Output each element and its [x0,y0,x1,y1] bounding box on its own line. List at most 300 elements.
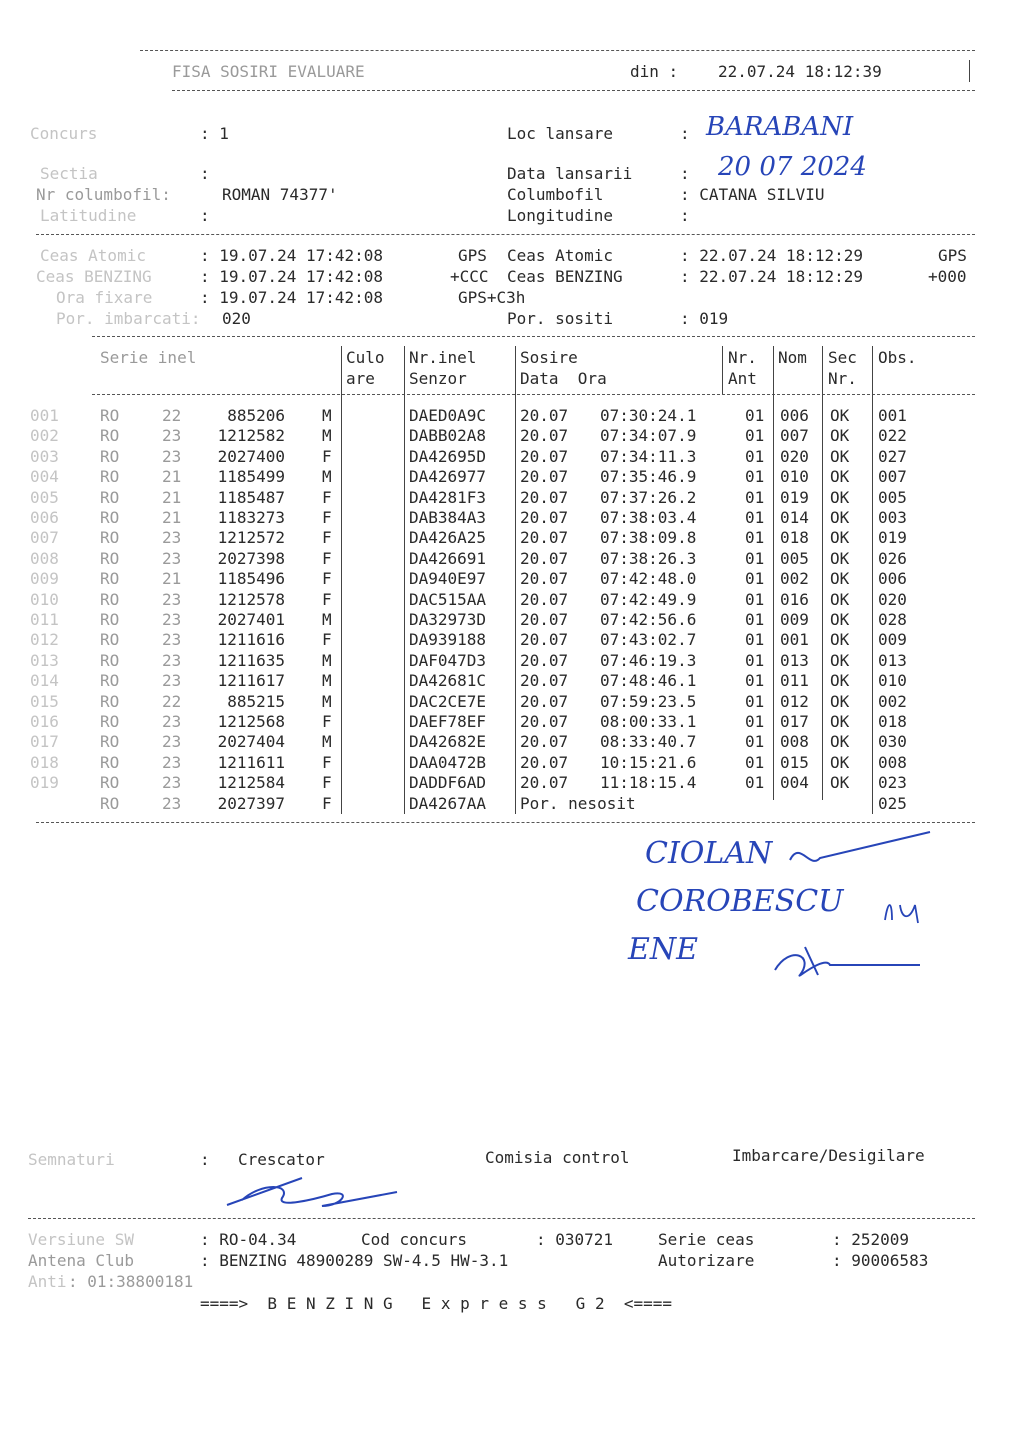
footer-anti-label: Anti [28,1272,67,1291]
footer-dashed-line [28,1218,975,1219]
cell-obs: 002 [878,691,907,711]
col-sep-obs [872,346,873,814]
cell-obs: 009 [878,630,907,650]
semnaturi-label: Semnaturi [28,1150,115,1169]
cell-sex: F [322,508,332,527]
cell-nom: 015 [780,752,809,772]
cell-inel: 2027401 [217,610,285,629]
cell-sex: F [322,712,332,731]
cell-senzor: DA4267AA [409,793,487,813]
clock-left-suffix-1: +CCC [450,267,489,286]
cell-sex: F [322,773,332,793]
handwritten-name-2: COROBESCU [636,884,844,919]
cell-tara: RO [100,406,120,425]
cell-senzor: DA42695D [409,446,487,466]
signature-mark-2 [880,895,930,925]
cell-inel: 1212572 [217,528,285,548]
cell-ant: 01 [745,650,765,670]
col-header-sosire-1: Sosire [520,348,578,367]
cell-data: 20.07 [520,630,569,650]
cell-inel: 2027400 [217,446,285,466]
info-label-loc-lansare: Loc lansare [507,124,613,143]
cell-an: 23 [162,446,182,466]
clock-left-value-3: 020 [222,309,251,328]
cell-senzor: DA42682E [409,732,487,752]
table-end-dashed-line [36,822,975,823]
info-value-sectia: : [200,164,210,183]
cell-obs: 030 [878,732,907,752]
cell-obs: 006 [878,569,907,589]
cell-nr: 015 [30,691,59,711]
col-header-culoare-2: are [346,369,375,388]
cell-data: 20.07 [520,773,569,793]
cell-ant: 01 [745,446,765,466]
semnaturi-crescator: Crescator [238,1150,325,1169]
cell-nr: 004 [30,467,59,487]
cell-sec: OK [830,406,850,425]
cell-nr: 017 [30,732,59,752]
footer-cod-label: Cod concurs [361,1230,467,1249]
cell-data: 20.07 [520,610,569,629]
cell-data: 20.07 [520,528,569,548]
cell-an: 21 [162,569,182,589]
cell-obs: 028 [878,610,907,629]
cell-an: 23 [162,610,182,629]
cell-an: 23 [162,528,182,548]
cell-an: 23 [162,773,182,793]
cell-tara: RO [100,426,120,446]
cell-sex: F [322,752,332,772]
clock-left-value-2: : 19.07.24 17:42:08 [200,288,384,307]
cell-nom: 004 [780,773,809,793]
cell-sex: F [322,569,332,589]
col-header-culoare-1: Culo [346,348,385,367]
cell-sec: OK [830,467,850,487]
cell-nom: 005 [780,548,809,568]
cell-sex: M [322,467,332,487]
cell-nom: 010 [780,467,809,487]
cell-tara: RO [100,732,120,752]
cell-inel: 2027404 [217,732,285,752]
cell-ora: 07:46:19.3 [600,650,697,670]
info-value-latitudine: : [200,206,210,225]
cell-nom: 001 [780,630,809,650]
cell-ant: 01 [745,508,765,527]
cell-sec: OK [830,773,850,793]
cell-ant: 01 [745,630,765,650]
cell-ant: 01 [745,548,765,568]
info-dashed-line [36,234,975,235]
cell-sex: F [322,548,332,568]
cell-data: 20.07 [520,752,569,772]
footer-antena-label: Antena Club [28,1251,134,1270]
col-header-sec-1: Sec [828,348,857,367]
cell-an: 23 [162,630,182,650]
cell-ant: 01 [745,487,765,507]
footer-serie-value: : 252009 [832,1230,910,1249]
clock-right-value-0: : 22.07.24 18:12:29 [680,246,864,265]
info-label-columbofil-nr: Nr columbofil: [36,185,171,204]
cell-ora: 08:33:40.7 [600,732,697,752]
cell-an: 22 [162,406,182,425]
col-header-nom: Nom [778,348,807,367]
clock-right-suffix-1: +000 [928,267,967,286]
cell-an: 23 [162,712,182,731]
cell-an: 23 [162,671,182,691]
cell-ant: 01 [745,732,765,752]
signature-mark-3 [770,935,930,985]
cell-obs: 019 [878,528,907,548]
cell-sex: M [322,610,332,629]
cell-obs: 001 [878,406,907,425]
header-bar [969,60,970,82]
col-header-ant-2: Ant [728,369,757,388]
cell-nom: 007 [780,426,809,446]
cell-sex: F [322,630,332,650]
cell-ora: 07:38:03.4 [600,508,697,527]
cell-sex: M [322,671,332,691]
cell-ora: 07:35:46.9 [600,467,697,487]
semnaturi-imbarcare: Imbarcare/Desigilare [732,1146,925,1165]
cell-ant: 01 [745,712,765,731]
semnaturi-comisia: Comisia control [485,1148,630,1167]
col-sep-sosire [515,346,516,814]
cell-senzor: DA426A25 [409,528,487,548]
cell-sec: OK [830,508,850,527]
handwritten-name-3: ENE [628,932,699,967]
cell-nr: 001 [30,406,59,425]
cell-obs: 020 [878,589,907,609]
cell-senzor: DA42681C [409,671,487,691]
cell-obs: 008 [878,752,907,772]
cell-tara: RO [100,793,120,813]
cell-senzor: DA4281F3 [409,487,487,507]
cell-nom: 020 [780,446,809,466]
info-label-sectia: Sectia [40,164,98,183]
cell-nr: 012 [30,630,59,650]
col-sep-culoare [341,346,342,814]
cell-inel: 1185499 [217,467,285,487]
col-header-sosire-2: Data Ora [520,369,607,388]
cell-obs: 022 [878,426,907,446]
cell-inel: 1212584 [217,773,285,793]
info-value-columbofil-nr: ROMAN 74377' [222,185,338,204]
cell-senzor: DA940E97 [409,569,487,589]
clock-right-suffix-0: GPS [938,246,967,265]
cell-sex: F [322,528,332,548]
din-label: din : [630,62,679,81]
info-value-longitudine: : [680,206,690,225]
col-header-sec-2: Nr. [828,369,857,388]
cell-inel: 1212578 [217,589,285,609]
clock-dashed-line [92,336,975,337]
cell-senzor: DAEF78EF [409,712,487,731]
footer-autorizare-value: : 90006583 [832,1251,929,1270]
cell-nr: 011 [30,610,59,629]
cell-senzor: DA426977 [409,467,487,487]
cell-sex: F [322,487,332,507]
cell-ora: 07:34:07.9 [600,426,697,446]
footer-autorizare-label: Autorizare [658,1251,755,1270]
col-header-nr-inel-1: Nr.inel [409,348,477,367]
cell-obs: 018 [878,712,907,731]
info-label-longitudine: Longitudine [507,206,613,225]
cell-sec: OK [830,732,850,752]
clock-right-label-1: Ceas BENZING [507,267,623,286]
cell-nr: 018 [30,752,59,772]
cell-ant: 01 [745,406,765,425]
signature-mark-1 [780,830,940,880]
cell-data: 20.07 [520,589,569,609]
cell-obs: 003 [878,508,907,527]
print-datetime: 22.07.24 18:12:39 [718,62,882,81]
cell-sex: M [322,426,332,446]
cell-data: 20.07 [520,691,569,711]
footer-cod-value: : 030721 [536,1230,614,1249]
cell-tara: RO [100,548,120,568]
cell-nr: 007 [30,528,59,548]
cell-ora: 07:38:26.3 [600,548,697,568]
cell-sec: OK [830,548,850,568]
cell-nr: 005 [30,487,59,507]
cell-sec: OK [830,569,850,589]
cell-an: 23 [162,793,182,813]
info-value-columbofil: : CATANA SILVIU [680,185,825,204]
cell-ora: 07:42:49.9 [600,589,697,609]
cell-nr: 003 [30,446,59,466]
cell-tara: RO [100,650,120,670]
cell-an: 23 [162,752,182,772]
cell-nr: 016 [30,712,59,731]
cell-sec: OK [830,528,850,548]
cell-nom: 013 [780,650,809,670]
cell-ora: 07:48:46.1 [600,671,697,691]
info-label-concurs: Concurs [30,124,98,143]
cell-senzor: DA426691 [409,548,487,568]
cell-ant: 01 [745,691,765,711]
cell-an: 23 [162,426,182,446]
cell-ora: 07:34:11.3 [600,446,697,466]
cell-nom: 009 [780,610,809,629]
cell-tara: RO [100,569,120,589]
semnaturi-sep: : [200,1150,210,1169]
cell-data: 20.07 [520,426,569,446]
clock-left-label-0: Ceas Atomic [40,246,146,265]
cell-an: 21 [162,487,182,507]
cell-senzor: DADDF6AD [409,773,487,793]
cell-nr: 009 [30,569,59,589]
cell-sex: F [322,793,332,813]
cell-inel: 1211617 [217,671,285,691]
clock-left-label-2: Ora fixare [56,288,153,307]
cell-inel: 1211635 [217,650,285,670]
cell-ora: 07:43:02.7 [600,630,697,650]
document-title: FISA SOSIRI EVALUARE [172,62,365,81]
cell-tara: RO [100,712,120,731]
cell-nr: 010 [30,589,59,609]
cell-inel: 1212568 [217,712,285,731]
clock-left-suffix-2: GPS+C3h [458,288,526,307]
cell-nom: 011 [780,671,809,691]
crescator-signature [222,1170,402,1215]
cell-senzor: DAED0A9C [409,406,487,425]
cell-data: 20.07 [520,650,569,670]
cell-ora: 07:59:23.5 [600,691,697,711]
handwritten-loc-lansare: BARABANI [706,112,854,142]
cell-data: 20.07 [520,487,569,507]
cell-ant: 01 [745,589,765,609]
cell-tara: RO [100,467,120,487]
cell-sec: OK [830,691,850,711]
cell-data: Por. nesosit [520,793,636,813]
cell-nr: 013 [30,650,59,670]
cell-ant: 01 [745,528,765,548]
info-label-latitudine: Latitudine [40,206,137,225]
cell-ant: 01 [745,773,765,793]
cell-tara: RO [100,528,120,548]
cell-ant: 01 [745,752,765,772]
cell-obs: 013 [878,650,907,670]
cell-ora: 10:15:21.6 [600,752,697,772]
cell-sec: OK [830,752,850,772]
cell-tara: RO [100,446,120,466]
footer-versiune-value: : RO-04.34 [200,1230,297,1249]
col-sep-nr-inel [404,346,405,814]
cell-sec: OK [830,630,850,650]
clock-right-value-1: : 22.07.24 18:12:29 [680,267,864,286]
col-header-ant-1: Nr. [728,348,757,367]
col-sep-sec [822,346,823,800]
cell-nom: 017 [780,712,809,731]
cell-tara: RO [100,487,120,507]
top-dashed-line [140,50,975,51]
clock-left-value-1: : 19.07.24 17:42:08 [200,267,384,286]
cell-ant: 01 [745,467,765,487]
cell-nom: 008 [780,732,809,752]
header-dashed-line [172,90,975,91]
clock-left-label-3: Por. imbarcati: [56,309,201,328]
cell-tara: RO [100,589,120,609]
cell-sex: M [322,406,332,425]
cell-nom: 006 [780,406,809,425]
footer-brand: ====> B E N Z I N G E x p r e s s G 2 <==== [200,1294,673,1313]
cell-ora: 11:18:15.4 [600,773,697,793]
cell-obs: 005 [878,487,907,507]
clock-right-label-0: Ceas Atomic [507,246,613,265]
cell-tara: RO [100,610,120,629]
footer-anti-value: : 01:38800181 [68,1272,194,1291]
cell-tara: RO [100,630,120,650]
cell-sex: M [322,650,332,670]
cell-senzor: DAF047D3 [409,650,487,670]
col-sep-nom [773,346,774,800]
cell-an: 23 [162,548,182,568]
cell-inel: 2027397 [217,793,285,813]
footer-antena-value: : BENZING 48900289 SW-4.5 HW-3.1 [200,1251,509,1270]
cell-ora: 07:30:24.1 [600,406,697,425]
info-label-columbofil: Columbofil [507,185,604,204]
cell-obs: 027 [878,446,907,466]
info-value-loc-lansare: : [680,124,690,143]
cell-sex: M [322,691,332,711]
cell-senzor: DA32973D [409,610,487,629]
cell-nom: 019 [780,487,809,507]
info-value-data-lansarii: : [680,164,690,183]
cell-nom: 012 [780,691,809,711]
cell-nom: 002 [780,569,809,589]
cell-senzor: DABB02A8 [409,426,487,446]
cell-nr: 002 [30,426,59,446]
cell-sec: OK [830,446,850,466]
clock-left-suffix-0: GPS [458,246,487,265]
cell-senzor: DA939188 [409,630,487,650]
clock-left-label-1: Ceas BENZING [36,267,152,286]
cell-nom: 016 [780,589,809,609]
handwritten-data-lansarii: 20 07 2024 [718,152,867,182]
cell-sec: OK [830,712,850,731]
cell-senzor: DAA0472B [409,752,487,772]
cell-data: 20.07 [520,508,569,527]
cell-senzor: DAC515AA [409,589,487,609]
cell-tara: RO [100,671,120,691]
cell-obs: 025 [878,793,907,813]
cell-sec: OK [830,610,850,629]
cell-sec: OK [830,671,850,691]
cell-nom: 014 [780,508,809,527]
cell-tara: RO [100,752,120,772]
cell-sex: F [322,589,332,609]
cell-data: 20.07 [520,548,569,568]
cell-data: 20.07 [520,732,569,752]
cell-data: 20.07 [520,406,569,425]
cell-nr: 008 [30,548,59,568]
cell-data: 20.07 [520,712,569,731]
cell-ant: 01 [745,569,765,589]
cell-ora: 07:42:56.6 [600,610,697,629]
cell-data: 20.07 [520,671,569,691]
cell-inel: 885206 [227,406,285,425]
cell-senzor: DAC2CE7E [409,691,487,711]
cell-an: 23 [162,650,182,670]
cell-ora: 08:00:33.1 [600,712,697,731]
handwritten-name-1: CIOLAN [645,836,773,871]
col-sep-ant-head [722,346,723,394]
cell-an: 21 [162,467,182,487]
cell-sec: OK [830,650,850,670]
cell-sec: OK [830,426,850,446]
cell-tara: RO [100,773,120,793]
cell-inel: 1212582 [217,426,285,446]
footer-serie-label: Serie ceas [658,1230,755,1249]
cell-inel: 1183273 [217,508,285,527]
cell-ant: 01 [745,610,765,629]
cell-inel: 1185496 [217,569,285,589]
cell-data: 20.07 [520,569,569,589]
footer-versiune-label: Versiune SW [28,1230,134,1249]
cell-nom: 018 [780,528,809,548]
cell-inel: 885215 [227,691,285,711]
clock-right-value-3: : 019 [680,309,729,328]
cell-ora: 07:38:09.8 [600,528,697,548]
cell-tara: RO [100,508,120,527]
clock-left-value-0: : 19.07.24 17:42:08 [200,246,384,265]
col-header-inel: Serie inel [100,348,197,367]
cell-tara: RO [100,691,120,711]
cell-senzor: DAB384A3 [409,508,487,527]
cell-an: 22 [162,691,182,711]
cell-inel: 1211611 [217,752,285,772]
cell-ant: 01 [745,671,765,691]
